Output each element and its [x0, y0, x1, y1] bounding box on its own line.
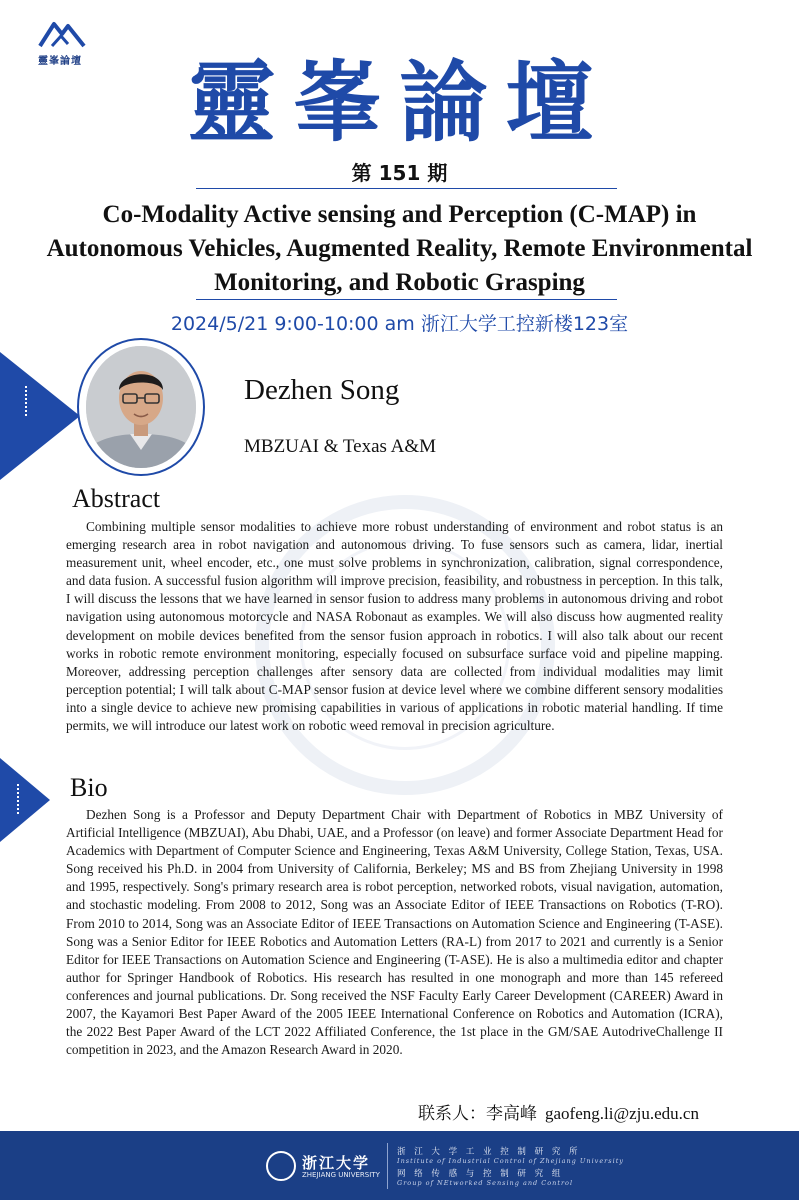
group-name-cn: 网 络 传 感 与 控 制 研 究 组 — [397, 1169, 564, 1179]
bio-heading: Bio — [70, 773, 108, 802]
speaker-portrait-icon — [86, 346, 196, 468]
contact-email: gaofeng.li@zju.edu.cn — [545, 1104, 699, 1123]
logo-text: 靈峯論壇 — [38, 56, 82, 67]
speaker-name: Dezhen Song — [244, 374, 400, 406]
institute-name-cn: 浙 江 大 学 工 业 控 制 研 究 所 — [397, 1147, 581, 1157]
university-name-en: ZHEJIANG UNIVERSITY — [302, 1171, 380, 1179]
decorative-dots — [25, 386, 29, 416]
mountain-logo-icon — [34, 14, 90, 50]
speaker-affiliation: MBZUAI & Texas A&M — [244, 436, 437, 457]
speaker-photo — [86, 346, 196, 468]
bio-text: Dezhen Song is a Professor and Deputy Department Chair with Department of Robotics in MBZ University of Artificial Intelligence (MBZUAI), Abu Dhabi, UAE, and a Professor (on leave) and former Associate Department Head for Academics with Department of Computer Science and Engineering, Texas A&M University, College Station, Texas, USA. Song received his Ph.D. in 2004 from University of California, Berkeley; MS and BS from Zhejiang University in 1998 and 1995, respectively. Song's primary research area is robot perception, networked robots, visual navigation, automation, and stochastic modeling. From 2008 to 2012, Song was an Associate Editor of IEEE Transactions on Robotics (T-RO). From 2010 to 2014, Song was an Associate Editor of IEEE Transactions on Automation Science and Engineering (T-ASE). Song was a Senior Editor for IEEE Robotics and Automation Letters (RA-L) from 2017 to 2021 and currently is a Senior Editor for IEEE Transactions on Automation Science and Engineering (T-ASE). He is also a multimedia editor and chapter author for Springer Handbook of Robotics. His research has resulted in one monograph and more than 145 refereed conferences and journal publications. Dr. Song received the NSF Faculty Early Career Development (CAREER) Award in 2007, the Kayamori Best Paper Award of the 2005 IEEE International Conference on Robotics and Automation (ICRA), the 2022 Best Paper Award of the LCT 2022 Affiliated Conference, the 1st place in the GM/SAE AutodriveChallenge II competition in 2023, and the Amazon Research Award in 2020. — [66, 807, 723, 1058]
university-name-cn: 浙江大学 — [302, 1154, 371, 1172]
title-rule-top — [196, 188, 617, 189]
decorative-triangle — [0, 758, 50, 842]
group-name-en: Group of NEtworked Sensing and Control — [397, 1179, 574, 1187]
contact-person: 联系人：李高峰 — [418, 1104, 537, 1124]
title-rule-bottom — [196, 299, 617, 300]
decorative-triangle — [0, 352, 80, 480]
issue-number: 第 151 期 — [351, 161, 448, 185]
talk-title: Co-Modality Active sensing and Perception (C-MAP) in Autonomous Vehicles, Augmented Reality, Remote Environmental Monitoring, and Robotic Grasping — [46, 201, 753, 296]
zju-emblem-icon — [266, 1151, 296, 1181]
forum-title: 靈峯論壇 — [187, 50, 612, 154]
date-time-place: 2024/5/21 9:00-10:00 am 浙江大学工控新楼123室 — [170, 313, 629, 335]
institute-name-en: Institute of Industrial Control of Zhejiang University — [397, 1157, 624, 1165]
abstract-text: Combining multiple sensor modalities to achieve more robust understanding of environment and robot status is an emerging research area in robot navigation and autonomous driving. To fuse sensors such as camera, lidar, inertial measurement unit, wheel encoder, etc., one must solve problems in synchronization, calibration, signal correspondence, and data fusion. A successful fusion algorithm will improve precision, feasibility, and robustness in perception. In this talk, I will discuss the lessons that we have learned in sensor fusion to address many problems in autonomous driving and robot navigation using autonomous motorcycle and NASA Robonaut as examples. We will also discuss how augmented reality development on mobile devices benefited from the sensor fusion approach in robotics. I will also talk about our recent works in robotic remote environment monitoring, especially focused on subsurface surface void and pipeline mapping. Moreover, addressing perception challenges after sensory data are collected from individual modalities may limit perception potential; I will talk about C-MAP sensor fusion at device level where we combine different sensory modalities into a single device to achieve new promising capabilities in various of applications in robotic material handling. If time permits, we will introduce our latest work on robotic weed removal in precision agriculture. — [66, 519, 723, 734]
footer-bar — [0, 1131, 799, 1200]
decorative-dots — [17, 784, 21, 814]
footer-divider — [387, 1143, 388, 1189]
abstract-heading: Abstract — [72, 484, 161, 513]
contact-line — [418, 1099, 699, 1124]
